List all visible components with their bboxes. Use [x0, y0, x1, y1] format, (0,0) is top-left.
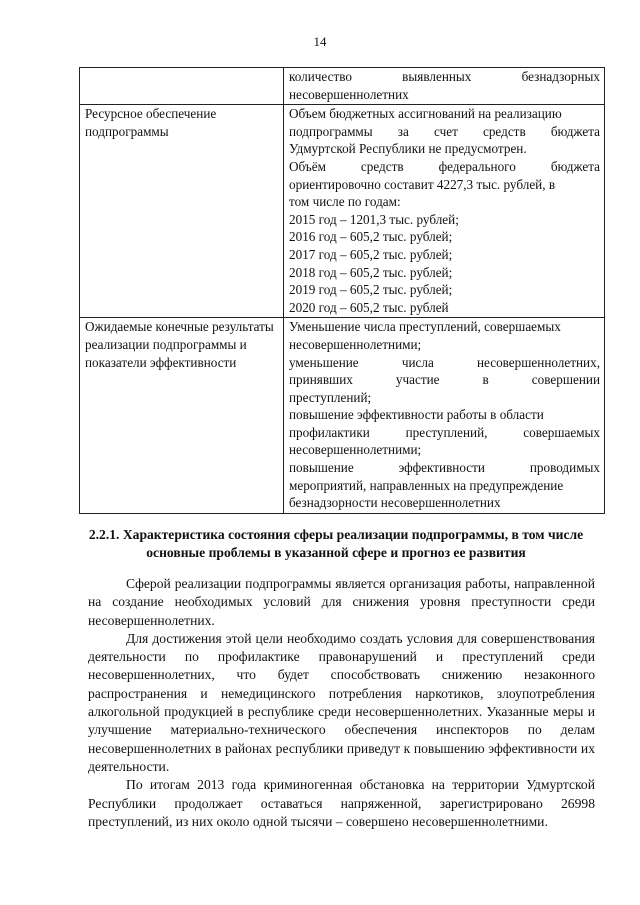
text-line: 2017 год – 605,2 тыс. рублей;: [289, 246, 453, 262]
paragraph: Для достижения этой цели необходимо создать условия для совершенствования деятельности по профилактике правонарушений и преступлений среди несовершеннолетних, что будет способствовать снижению незаконного распространения и немедицинского потребления наркотиков, злоупотребления алкогольной продукцией в республике среди несовершеннолетних. Указанные меры и улучшение материально-технического обеспечения инспекторов по делам несовершеннолетних в районах республики приведут к повышению эффективности их деятельности.: [88, 630, 595, 774]
text-line: безнадзорности несовершеннолетних: [289, 495, 501, 511]
text-line: преступлений;: [289, 389, 372, 405]
text-line: 2016 год – 605,2 тыс. рублей;: [289, 229, 453, 245]
text-line: Удмуртской Республики не предусмотрен.: [289, 141, 527, 157]
text-line: повышение эффективности работы в области: [289, 407, 544, 423]
table-row: [80, 105, 605, 318]
text-line: несовершеннолетними;: [289, 336, 422, 352]
text-line: Уменьшение числа преступлений, совершаемых: [289, 319, 561, 335]
subprogram-passport-table: [79, 67, 605, 514]
body-text: [88, 575, 595, 831]
text-line: 2019 год – 605,2 тыс. рублей;: [289, 282, 453, 298]
text-line: количество выявленных безнадзорных: [289, 69, 600, 84]
text-line: мероприятий, направленных на предупреждение: [289, 477, 564, 493]
text-line: несовершеннолетними;: [289, 442, 422, 458]
text-line: 2015 год – 1201,3 тыс. рублей;: [289, 211, 459, 227]
resource-provision-value: [284, 105, 605, 318]
paragraph: По итогам 2013 года криминогенная обстановка на территории Удмуртской Республики продолжает оставаться напряженной, зарегистрировано 26998 преступлений, из них около одной тысячи – совершено несовершеннолетними.: [88, 777, 595, 829]
text-line: профилактики преступлений, совершаемых: [289, 424, 600, 440]
page-number: 14: [313, 34, 327, 49]
paragraph: Сферой реализации подпрограммы является организация работы, направленной на создание необходимых условий для снижения уровня преступности среди несовершеннолетних.: [88, 576, 595, 628]
text-line: 2020 год – 605,2 тыс. рублей: [289, 299, 449, 315]
text-line: повышение эффективности проводимых: [289, 460, 600, 476]
table-row: [80, 318, 605, 514]
text-line: принявших участие в совершении: [289, 372, 600, 388]
text-line: Объем бюджетных ассигнований на реализацию: [289, 106, 562, 122]
text-line: Объём средств федерального бюджета: [289, 158, 600, 174]
table-row: [80, 68, 605, 105]
text-line: несовершеннолетних: [289, 86, 409, 102]
row1-label: [80, 68, 284, 105]
text-line: 2018 год – 605,2 тыс. рублей;: [289, 264, 453, 280]
text-line: ориентировочно составит 4227,3 тыс. рублей, в: [289, 176, 556, 192]
resource-provision-label: Ресурсное обеспечение подпрограммы: [80, 105, 284, 318]
expected-results-value: [284, 318, 605, 514]
text-line: уменьшение числа несовершеннолетних,: [289, 354, 600, 370]
section-heading: 2.2.1. Характеристика состояния сферы реализации подпрограммы, в том числе основные проблемы в указанной сфере и прогноз ее развития: [88, 527, 584, 560]
expected-results-label: Ожидаемые конечные результаты реализации подпрограммы и показатели эффективности: [80, 318, 284, 514]
row1-value: [284, 68, 605, 105]
text-line: том числе по годам:: [289, 194, 401, 210]
text-line: подпрограммы за счет средств бюджета: [289, 123, 600, 139]
